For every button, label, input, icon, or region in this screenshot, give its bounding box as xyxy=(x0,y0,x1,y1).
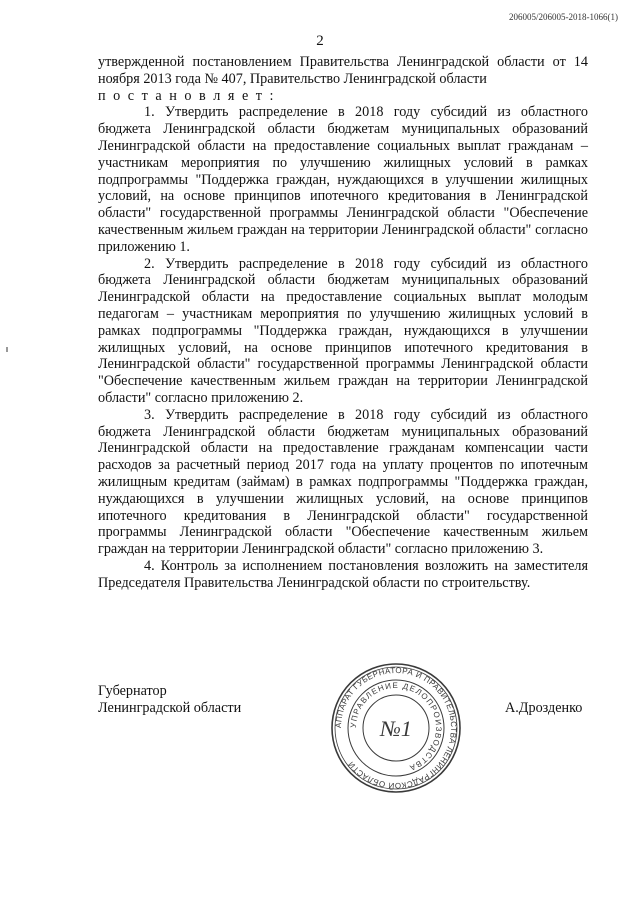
resolves-line: п о с т а н о в л я е т : xyxy=(98,87,276,104)
item-4-paragraph: 4. Контроль за исполнением постановления возложить на заместителя Председателя Правительства Ленинградской области по строительству. xyxy=(98,557,588,591)
document-body xyxy=(98,54,588,592)
signatory-name: А.Дрозденко xyxy=(505,700,583,716)
signatory-title-line-1: Губернатор xyxy=(98,683,167,699)
stamp-outer-text: АППАРАТ ГУБЕРНАТОРА И ПРАВИТЕЛЬСТВА ЛЕНИНГРАДСКОЙ ОБЛАСТИ xyxy=(333,665,459,791)
intro-paragraph: утвержденной постановлением Правительства Ленинградской области от 14 ноября 2013 года № 407, Правительство Ленинградской области xyxy=(98,54,588,87)
document-registration-number: 206005/206005-2018-1066(1) xyxy=(509,12,618,22)
official-stamp-seal xyxy=(328,660,464,796)
signatory-title-line-2: Ленинградской области xyxy=(98,700,242,716)
item-2-paragraph: 2. Утвердить распределение в 2018 году субсидий из областного бюджета Ленинградской области бюджетам муниципальных образований Ленинградской области на предоставление социальных выплат молодым педагогам – участникам мероприятия по улучшению жилищных условий в рамках подпрограммы "Поддержка граждан, нуждающихся в улучшении жилищных условий, на основе принципов ипотечного кредитования в Ленинградской области" государственной программы Ленинградской области "Обеспечение качественным жильем граждан на территории Ленинградской области" согласно приложению 2. xyxy=(98,255,588,406)
signatory-title xyxy=(98,683,241,717)
page-number: 2 xyxy=(316,33,324,49)
item-1-paragraph: 1. Утвердить распределение в 2018 году субсидий из областного бюджета Ленинградской области бюджетам муниципальных образований Ленинградской области на предоставление социальных выплат гражданам – участникам мероприятия по улучшению жилищных условий в рамках подпрограммы "Поддержка граждан, нуждающихся в улучшении жилищных условий, на основе принципов ипотечного кредитования в Ленинградской области" государственной программы Ленинградской области "Обеспечение качественным жильем граждан на территории Ленинградской области" согласно приложению 1. xyxy=(98,104,588,255)
scan-edge-mark xyxy=(6,347,8,352)
item-3-paragraph: 3. Утвердить распределение в 2018 году субсидий из областного бюджета Ленинградской области бюджетам муниципальных образований Ленинградской области на предоставление гражданам компенсации части расходов за расчетный период 2017 года на уплату процентов по ипотечным жилищным кредитам (займам) в рамках подпрограммы "Поддержка граждан, нуждающихся в улучшении жилищных условий, на основе принципов ипотечного кредитования в Ленинградской области" государственной программы Ленинградской области "Обеспечение качественным жильем граждан на территории Ленинградской области" согласно приложению 3. xyxy=(98,406,588,558)
stamp-number: №1 xyxy=(380,716,412,741)
stamp-inner-text: УПРАВЛЕНИЕ ДЕЛОПРОИЗВОДСТВА xyxy=(348,680,444,773)
